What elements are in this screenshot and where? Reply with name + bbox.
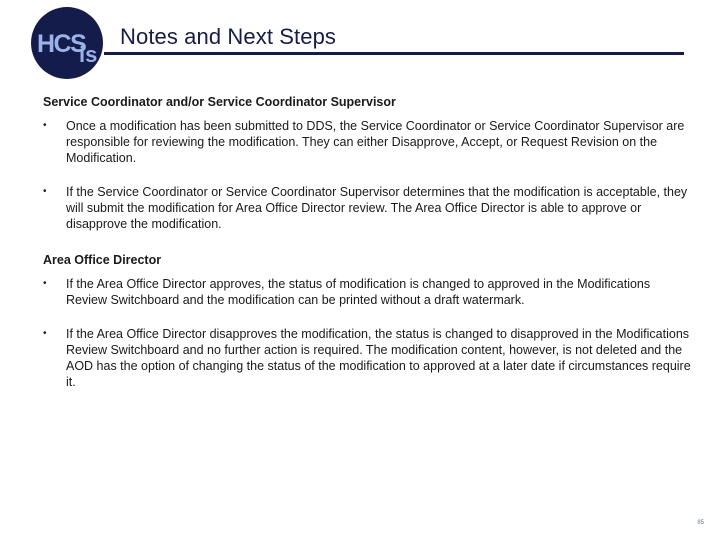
list-item: [43, 184, 693, 232]
page-title: Notes and Next Steps: [120, 24, 337, 49]
hcsis-logo: [30, 6, 104, 80]
section-heading-service-coordinator: Service Coordinator and/or Service Coordinator Supervisor: [43, 95, 396, 109]
bullet-icon: •: [43, 328, 47, 339]
title-divider: [104, 52, 684, 55]
bullet-icon: •: [43, 186, 47, 197]
list-item-text: If the Area Office Director approves, the status of modification is changed to approved in the Modifications Review Switchboard and the modification can be printed without a draft watermark.: [66, 277, 651, 307]
svg-text:HCS: HCS: [37, 30, 86, 58]
list-item: [43, 118, 693, 166]
list-item-text: If the Service Coordinator or Service Coordinator Supervisor determines that the modification is acceptable, they will submit the modification for Area Office Director review. The Area Office Director is able to approve or disapprove the modification.: [66, 185, 688, 231]
list-item-text: Once a modification has been submitted to DDS, the Service Coordinator or Service Coordinator Supervisor are responsible for reviewing the modification. They can either Disapprove, Accept, or Request Revision on the Modification.: [66, 119, 685, 165]
bullet-icon: •: [43, 278, 47, 289]
list-item-text: If the Area Office Director disapproves the modification, the status is changed to disapproved in the Modifications Review Switchboard and no further action is required. The modification content, however, is not deleted and the AOD has the option of changing the status of the modification to approved at a later date if circumstances require it.: [66, 327, 691, 389]
list-item: [43, 276, 693, 308]
section-heading-area-office-director: Area Office Director: [43, 253, 162, 267]
notes-content: [43, 94, 693, 408]
list-item: [43, 326, 693, 390]
page-number: 85: [697, 520, 704, 526]
svg-text:is: is: [79, 42, 98, 67]
hcsis-logo-icon: [30, 6, 104, 80]
bullet-icon: •: [43, 120, 47, 131]
